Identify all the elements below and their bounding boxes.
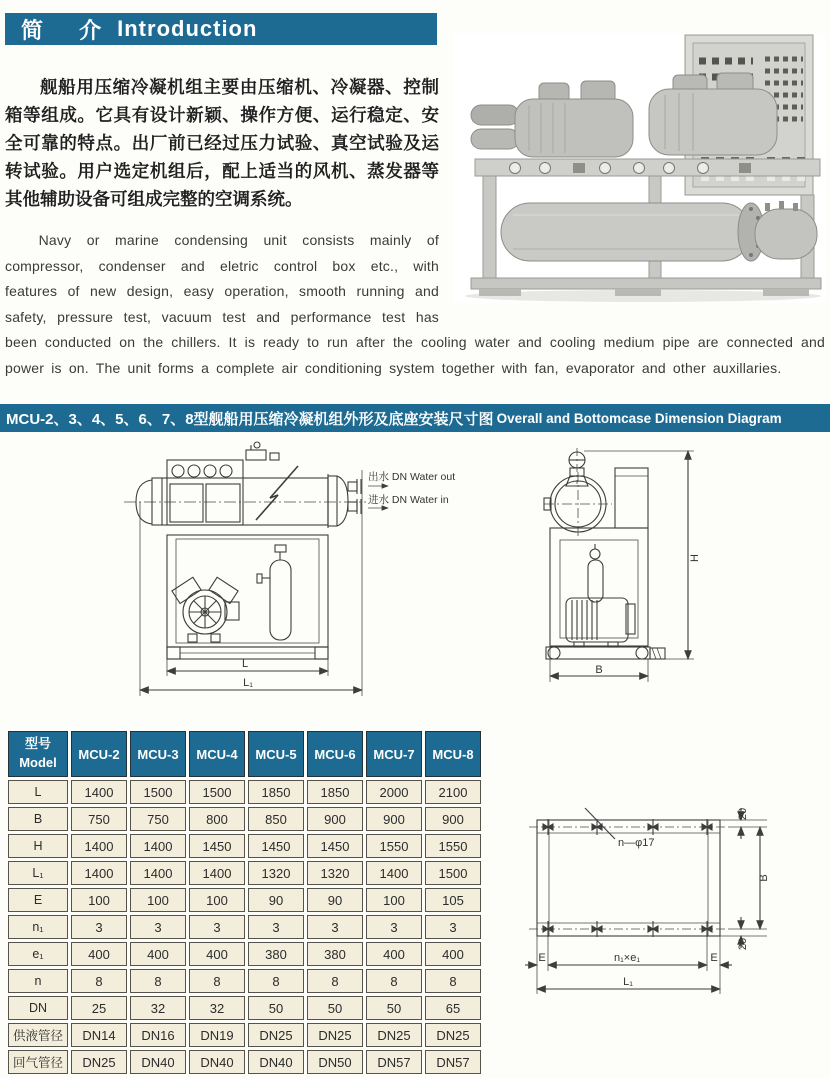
spec-cell: 400 [189,942,245,966]
spec-cell: DN57 [425,1050,481,1074]
spec-cell: 2000 [366,780,422,804]
side-view-diagram [518,440,728,708]
side-dim-H: H [689,554,701,562]
spec-cell: 50 [307,996,363,1020]
spec-cell: DN40 [130,1050,186,1074]
spec-cell: DN25 [71,1050,127,1074]
spec-cell: DN50 [307,1050,363,1074]
table-row [8,942,481,966]
row-label: e₁ [8,942,68,966]
spec-cell: 1320 [307,861,363,885]
spec-cell: 8 [366,969,422,993]
row-label: DN [8,996,68,1020]
model-header-en: Model [19,755,57,770]
spec-table-header-row [8,731,481,777]
spec-cell: 1400 [71,861,127,885]
spec-cell: 1500 [189,780,245,804]
table-row [8,915,481,939]
table-row [8,969,481,993]
spec-cell: DN57 [366,1050,422,1074]
spec-cell: 1550 [366,834,422,858]
spec-cell: 1400 [366,861,422,885]
table-row [8,861,481,885]
row-label: H [8,834,68,858]
spec-cell: 1450 [248,834,304,858]
spec-cell: 3 [189,915,245,939]
spec-cell: 8 [189,969,245,993]
bottomcase-plan-diagram [505,806,817,1021]
row-label: n [8,969,68,993]
table-row [8,780,481,804]
spec-cell: DN14 [71,1023,127,1047]
spec-cell: 1400 [189,861,245,885]
row-label: L₁ [8,861,68,885]
spec-cell: 1400 [71,834,127,858]
spec-cell: 1850 [307,780,363,804]
spec-cell: 105 [425,888,481,912]
spec-cell: 750 [71,807,127,831]
intro-title-en: Introduction [117,16,258,41]
product-photo-illustration [453,33,825,303]
spec-cell: 1400 [71,780,127,804]
foot-pad [763,289,809,296]
table-row [8,1023,481,1047]
base-holes-note: n—φ17 [618,837,655,849]
spec-cell: 1500 [130,780,186,804]
spec-cell: 3 [307,915,363,939]
spec-cell: DN40 [248,1050,304,1074]
section-title-en: Overall and Bottomcase Dimension Diagram [496,410,782,426]
intro-section [5,13,825,381]
spec-cell: 8 [248,969,304,993]
front-dim-L1: L₁ [243,677,253,689]
spec-cell: 3 [248,915,304,939]
spec-cell: 380 [307,942,363,966]
condenser-vessels [501,201,817,261]
spec-cell: 1400 [130,861,186,885]
row-label: L [8,780,68,804]
spec-cell: 1550 [425,834,481,858]
model-header-zh: 型号 [24,736,51,752]
spec-cell: 750 [130,807,186,831]
base-dim-B: B [758,874,770,882]
col-header-mcu-3: MCU-3 [130,731,186,777]
model-header-cell [8,731,68,777]
spec-cell: 8 [130,969,186,993]
front-dim-L: L [241,658,249,670]
intro-paragraph-zh: 舰船用压缩冷凝机组主要由压缩机、冷凝器、控制箱等组成。它具有设计新颖、操作方便、运行稳定、安全可靠的特点。出厂前已经过压力试验、真空试验及运转试验。用户选定机组后，配上适当的风机、蒸发器等其他辅助设备可组成完整的空调系统。 [5,77,439,209]
spec-cell: 8 [307,969,363,993]
spec-cell: 50 [366,996,422,1020]
spec-table-body [8,780,481,1074]
spec-cell: 3 [71,915,127,939]
spec-cell: 100 [189,888,245,912]
spec-cell: 900 [307,807,363,831]
col-header-mcu-2: MCU-2 [71,731,127,777]
row-label: 供液管径 [8,1023,68,1047]
spec-cell: 50 [248,996,304,1020]
spec-cell: 1850 [248,780,304,804]
water-out-label: 出水 DN Water out [368,471,456,483]
water-in-label: 进水 DN Water in [368,494,449,506]
base-dim-20-bottom: 20 [737,937,749,951]
spec-cell: 850 [248,807,304,831]
front-view-diagram [110,440,510,708]
spec-cell: 100 [130,888,186,912]
table-row [8,1050,481,1074]
spec-cell: 8 [425,969,481,993]
spec-cell: 1500 [425,861,481,885]
col-header-mcu-7: MCU-7 [366,731,422,777]
foot-pad [479,289,521,296]
spec-cell: 380 [248,942,304,966]
col-header-mcu-4: MCU-4 [189,731,245,777]
col-header-mcu-5: MCU-5 [248,731,304,777]
row-label: E [8,888,68,912]
col-header-mcu-6: MCU-6 [307,731,363,777]
spec-cell: 400 [366,942,422,966]
spec-cell: DN40 [189,1050,245,1074]
spec-cell: DN25 [366,1023,422,1047]
spec-cell: 32 [189,996,245,1020]
spec-cell: 3 [130,915,186,939]
row-label: 回气管径 [8,1050,68,1074]
table-row [8,888,481,912]
intro-header-bar [5,13,437,45]
table-row [8,834,481,858]
spec-cell: 3 [425,915,481,939]
base-dim-E-left: E [538,952,546,964]
spec-cell: 8 [71,969,127,993]
row-label: B [8,807,68,831]
spec-cell: 3 [366,915,422,939]
spec-cell: 25 [71,996,127,1020]
spec-cell: 900 [366,807,422,831]
spec-cell: 900 [425,807,481,831]
row-label: n₁ [8,915,68,939]
spec-cell: 65 [425,996,481,1020]
spec-cell: 400 [130,942,186,966]
spec-table [5,728,484,1077]
intro-paragraph-en: Navy or marine condensing unit consists mainly of compressor, condenser and eletric control box etc., with features of new design, easy operation, smooth running and safety, pressure test, vacuum test and performance test has been conducted on the chillers. It is ready to run after the cooling water and cooling medium pipe are connected and power is on. The unit forms a complete air conditioning system together with fan, evaporator and other auxillaries. [5,232,825,376]
spec-cell: 100 [71,888,127,912]
base-rail [471,278,821,289]
spec-cell: 1450 [189,834,245,858]
base-dim-E-right: E [710,952,718,964]
base-dim-pitch: n₁×e₁ [613,952,641,964]
spec-cell: 2100 [425,780,481,804]
intro-title-zh: 简 介 [21,17,104,43]
spec-cell: 800 [189,807,245,831]
spec-cell: DN16 [130,1023,186,1047]
spec-cell: DN25 [425,1023,481,1047]
col-header-mcu-8: MCU-8 [425,731,481,777]
table-row [8,996,481,1020]
section-header-bar [0,404,830,432]
foot-pad [615,289,661,296]
spec-cell: DN25 [307,1023,363,1047]
base-dim-20-top: 20 [737,807,749,821]
spec-cell: DN19 [189,1023,245,1047]
spec-cell: DN25 [248,1023,304,1047]
product-photo [453,33,825,303]
spec-cell: 90 [307,888,363,912]
spec-cell: 90 [248,888,304,912]
spec-cell: 400 [425,942,481,966]
base-dim-L1: L₁ [623,976,633,988]
spec-cell: 1320 [248,861,304,885]
spec-cell: 32 [130,996,186,1020]
spec-cell: 100 [366,888,422,912]
table-row [8,807,481,831]
side-dim-B: B [595,664,603,676]
spec-cell: 1400 [130,834,186,858]
frame-leg [483,176,496,280]
spec-cell: 400 [71,942,127,966]
gauge-rail [475,159,820,176]
section-title-zh: MCU-2、3、4、5、6、7、8型舰船用压缩冷凝机组外形及底座安装尺寸图 [6,410,494,428]
spec-cell: 1450 [307,834,363,858]
